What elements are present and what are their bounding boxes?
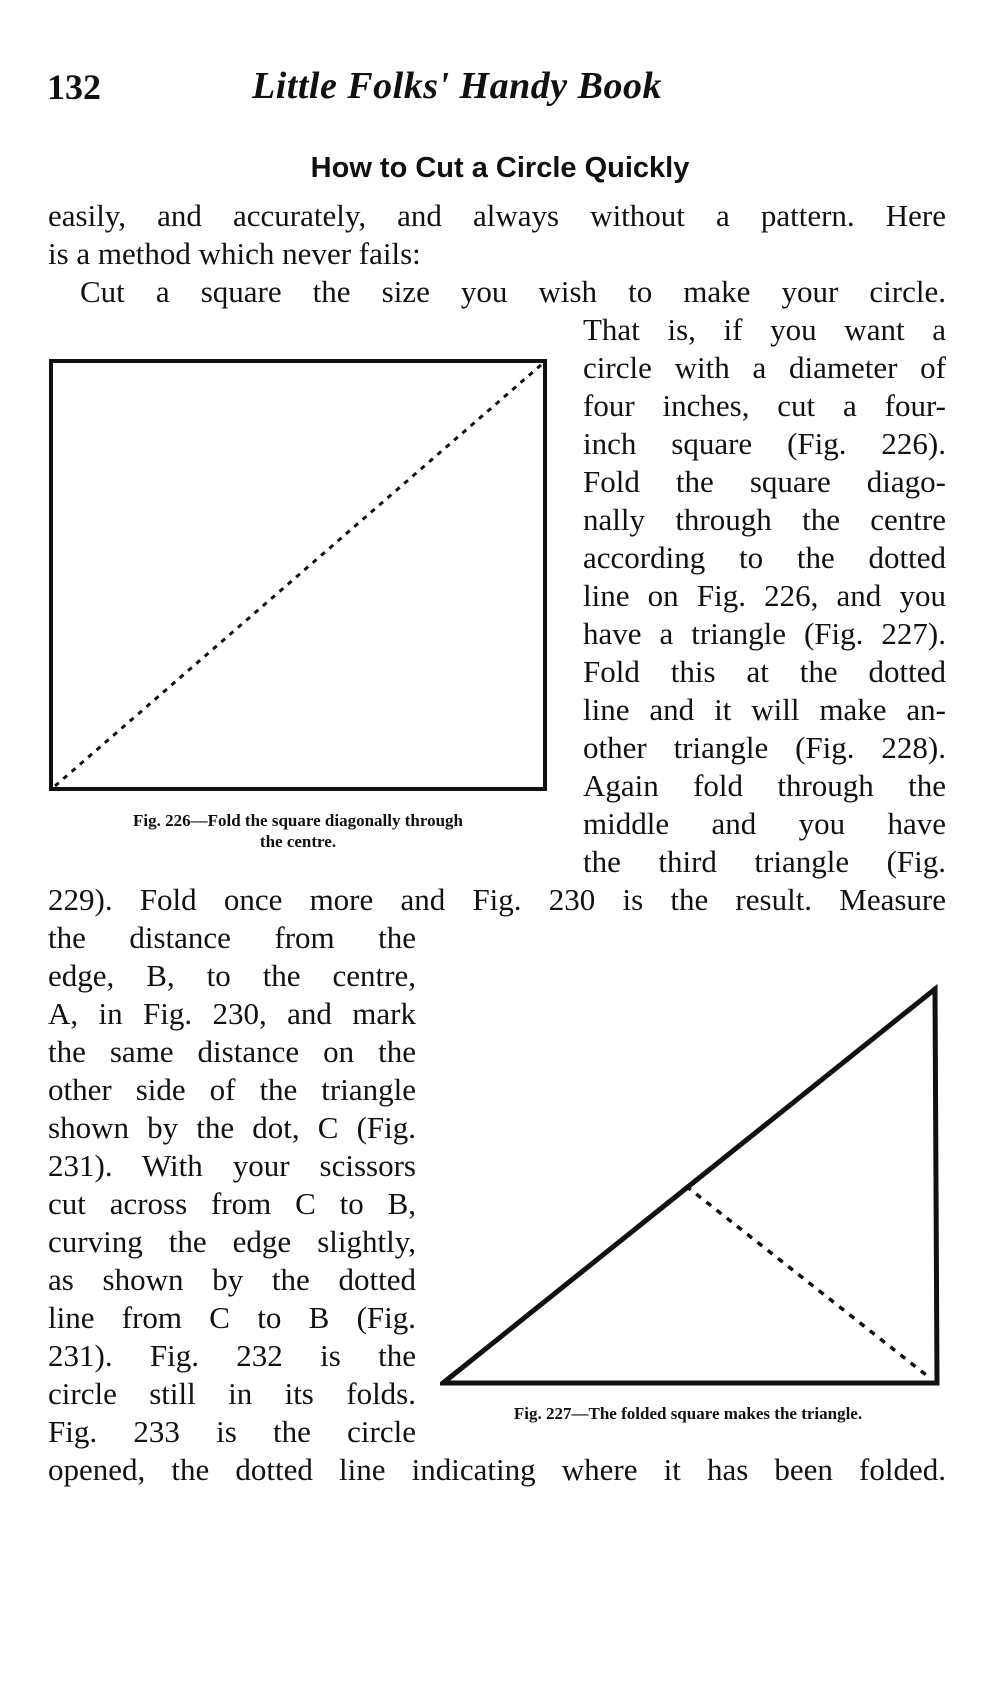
body-line: have a triangle (Fig. 227). xyxy=(583,616,946,651)
fig226-caption-line1: Fig. 226—Fold the square diagonally through xyxy=(133,811,463,830)
body-line: is a method which never fails: xyxy=(48,236,421,271)
body-line: the same distance on the xyxy=(48,1034,416,1069)
fig227-triangle-diagram xyxy=(440,980,940,1400)
body-line: other side of the triangle xyxy=(48,1072,416,1107)
body-line: That is, if you want a xyxy=(583,312,946,347)
running-title: Little Folks' Handy Book xyxy=(252,65,662,107)
body-line: 231). Fig. 232 is the xyxy=(48,1338,416,1373)
body-line: line from C to B (Fig. xyxy=(48,1300,416,1335)
fig227-dotted-fold-line xyxy=(686,1186,930,1378)
fig226-caption-line2: the centre. xyxy=(259,832,337,851)
body-line: cut across from C to B, xyxy=(48,1186,416,1221)
body-line: middle and you have xyxy=(583,806,946,841)
body-line: line on Fig. 226, and you xyxy=(583,578,946,613)
body-line: the third triangle (Fig. xyxy=(583,844,946,879)
section-heading: How to Cut a Circle Quickly xyxy=(310,152,690,184)
body-line: opened, the dotted line indicating where it has been folded. xyxy=(48,1452,946,1487)
body-line: 231). With your scissors xyxy=(48,1148,416,1183)
fig226-diagonal-dotted-line xyxy=(55,365,541,786)
body-line: inch square (Fig. 226). xyxy=(583,426,946,461)
body-line: shown by the dot, C (Fig. xyxy=(48,1110,416,1145)
fig227-caption: Fig. 227—The folded square makes the triangle. xyxy=(513,1404,863,1423)
body-line: easily, and accurately, and always without a pattern. Here xyxy=(48,198,946,233)
body-line: nally through the centre xyxy=(583,502,946,537)
body-line: Fold this at the dotted xyxy=(583,654,946,689)
body-line: A, in Fig. 230, and mark xyxy=(48,996,416,1031)
body-line: Fold the square diago- xyxy=(583,464,946,499)
body-line: Again fold through the xyxy=(583,768,946,803)
body-line: Fig. 233 is the circle xyxy=(48,1414,416,1449)
body-line: Cut a square the size you wish to make your circle. xyxy=(80,274,946,309)
body-line: line and it will make an- xyxy=(583,692,946,727)
fig226-square-diagram xyxy=(48,358,548,798)
body-line: as shown by the dotted xyxy=(48,1262,416,1297)
figure-227 xyxy=(440,980,940,1405)
body-line: circle with a diameter of xyxy=(583,350,946,385)
body-line: circle still in its folds. xyxy=(48,1376,416,1411)
body-line: edge, B, to the centre, xyxy=(48,958,416,993)
body-line: curving the edge slightly, xyxy=(48,1224,416,1259)
fig226-caption xyxy=(48,810,548,852)
body-line: other triangle (Fig. 228). xyxy=(583,730,946,765)
body-line: 229). Fold once more and Fig. 230 is the result. Measure xyxy=(48,882,946,917)
body-line: according to the dotted xyxy=(583,540,946,575)
page-number: 132 xyxy=(47,67,101,107)
body-line: the distance from the xyxy=(48,920,416,955)
body-line: four inches, cut a four- xyxy=(583,388,946,423)
figure-226 xyxy=(48,358,548,803)
